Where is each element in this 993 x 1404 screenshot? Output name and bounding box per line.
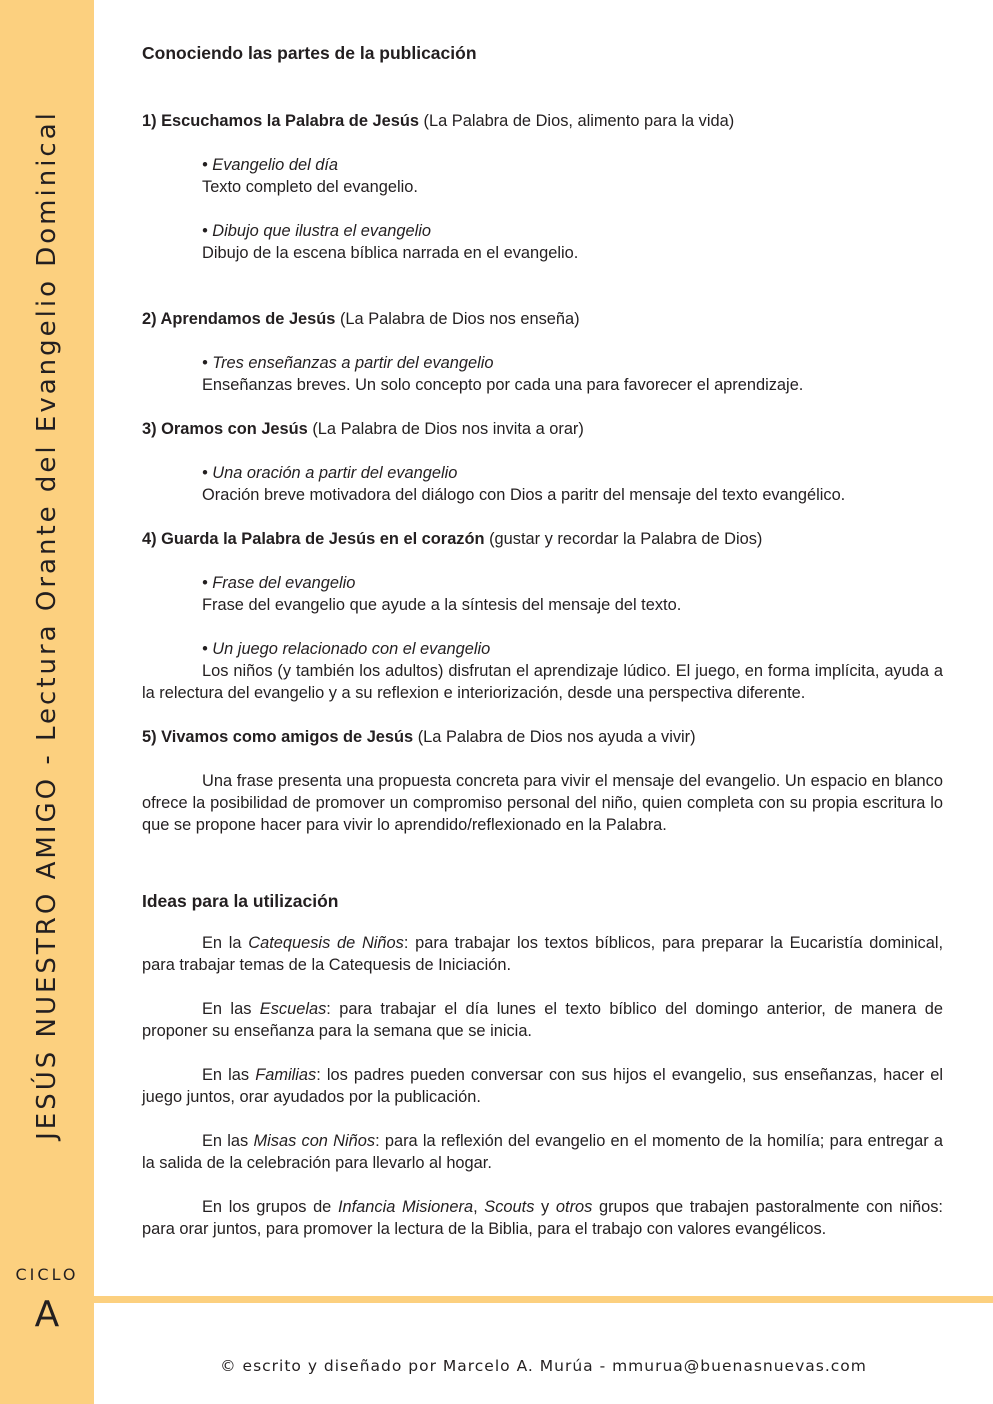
section-4-item-1: [142, 572, 943, 616]
item-text: Dibujo de la escena bíblica narrada en el evangelio.: [202, 244, 579, 262]
section-3-header: [142, 418, 943, 440]
section-3-subtitle: (La Palabra de Dios nos invita a orar): [307, 420, 584, 438]
section-4-item-2: [142, 638, 943, 660]
section-3-title: 3) Oramos con Jesús: [142, 420, 308, 438]
section-5-title: 5) Vivamos como amigos de Jesús: [142, 728, 414, 746]
idea-escuelas: En las Escuelas: para trabajar el día lunes el texto bíblico del domingo anterior, de manera de proponer su enseñanza para la semana que se inicia.: [142, 1000, 944, 1040]
section-2-header: [142, 308, 943, 330]
section-3-item-1: [142, 462, 943, 506]
section-4-subtitle: (gustar y recordar la Palabra de Dios): [484, 530, 763, 548]
item-title: • Un juego relacionado con el evangelio: [202, 640, 491, 658]
section-5-header: [142, 726, 943, 748]
footer-credit: © escrito y diseñado por Marcelo A. Murúa - mmurua@buenasnuevas.com: [220, 1357, 867, 1375]
sidebar: [0, 0, 94, 1404]
ciclo-letter: A: [34, 1294, 60, 1335]
page-heading: Conociendo las partes de la publicación: [142, 43, 477, 63]
item-text: Enseñanzas breves. Un solo concepto por cada una para favorecer el aprendizaje.: [202, 376, 804, 394]
item-title: • Una oración a partir del evangelio: [202, 464, 458, 482]
section-1-subtitle: (La Palabra de Dios, alimento para la vida): [418, 112, 735, 130]
idea-grupos: En los grupos de Infancia Misionera, Scouts y otros grupos que trabajen pastoralmente con niños: para orar juntos, para promover la lectura de la Biblia, para el trabajo con valores evangélicos.: [142, 1198, 943, 1238]
item-title: • Evangelio del día: [202, 156, 339, 174]
section-1-item-2: [142, 220, 943, 264]
section-1-title: 1) Escuchamos la Palabra de Jesús: [142, 112, 419, 130]
section-1-item-1: [142, 154, 943, 198]
section-5-paragraph: Una frase presenta una propuesta concreta para vivir el mensaje del evangelio. Un espacio en blanco ofrece la posibilidad de promover un compromiso personal del niño, quien completa con su propia escritura lo que se propone hacer para vivir lo aprendido/reflexionado en la Palabra.: [142, 772, 943, 834]
ciclo-label: CICLO: [15, 1265, 79, 1284]
ideas-list: [142, 932, 943, 1240]
section-2-item-1: [142, 352, 943, 396]
idea-misas: En las Misas con Niños: para la reflexión del evangelio en el momento de la homilía; para entregar a la salida de la celebración para llevarlo al hogar.: [142, 1132, 944, 1172]
idea-catequesis: En la Catequesis de Niños: para trabajar los textos bíblicos, para preparar la Eucaristía dominical, para trabajar temas de la Catequesis de Iniciación.: [142, 934, 944, 974]
item-text: Frase del evangelio que ayude a la síntesis del mensaje del texto.: [202, 596, 682, 614]
item-text: Oración breve motivadora del diálogo con Dios a paritr del mensaje del texto evangélico.: [202, 486, 846, 504]
vertical-title: JESÚS NUESTRO AMIGO - Lectura Orante del Evangelio Dominical: [32, 110, 62, 1140]
section-5-subtitle: (La Palabra de Dios nos ayuda a vivir): [413, 728, 696, 746]
item-title: • Dibujo que ilustra el evangelio: [202, 222, 431, 240]
section-2-title: 2) Aprendamos de Jesús: [142, 310, 336, 328]
item-title: • Frase del evangelio: [202, 574, 356, 592]
item-title: • Tres enseñanzas a partir del evangelio: [202, 354, 494, 372]
section-1-header: [142, 110, 943, 132]
main-content: [142, 42, 943, 1262]
item-text: Texto completo del evangelio.: [202, 178, 418, 196]
ideas-heading: Ideas para la utilización: [142, 891, 339, 911]
section-4-header: [142, 528, 943, 550]
juego-paragraph: Los niños (y también los adultos) disfrutan el aprendizaje lúdico. El juego, en forma implícita, ayuda a la relectura del evangelio y a su reflexion e interiorización, desde una perspectiva diferente.: [142, 662, 943, 702]
section-4-title: 4) Guarda la Palabra de Jesús en el corazón: [142, 530, 485, 548]
idea-familias: En las Familias: los padres pueden conversar con sus hijos el evangelio, sus enseñanzas, hacer el juego juntos, orar ayudados por la publicación.: [142, 1066, 944, 1106]
section-2-subtitle: (La Palabra de Dios nos enseña): [335, 310, 580, 328]
bottom-divider: [94, 1296, 993, 1303]
